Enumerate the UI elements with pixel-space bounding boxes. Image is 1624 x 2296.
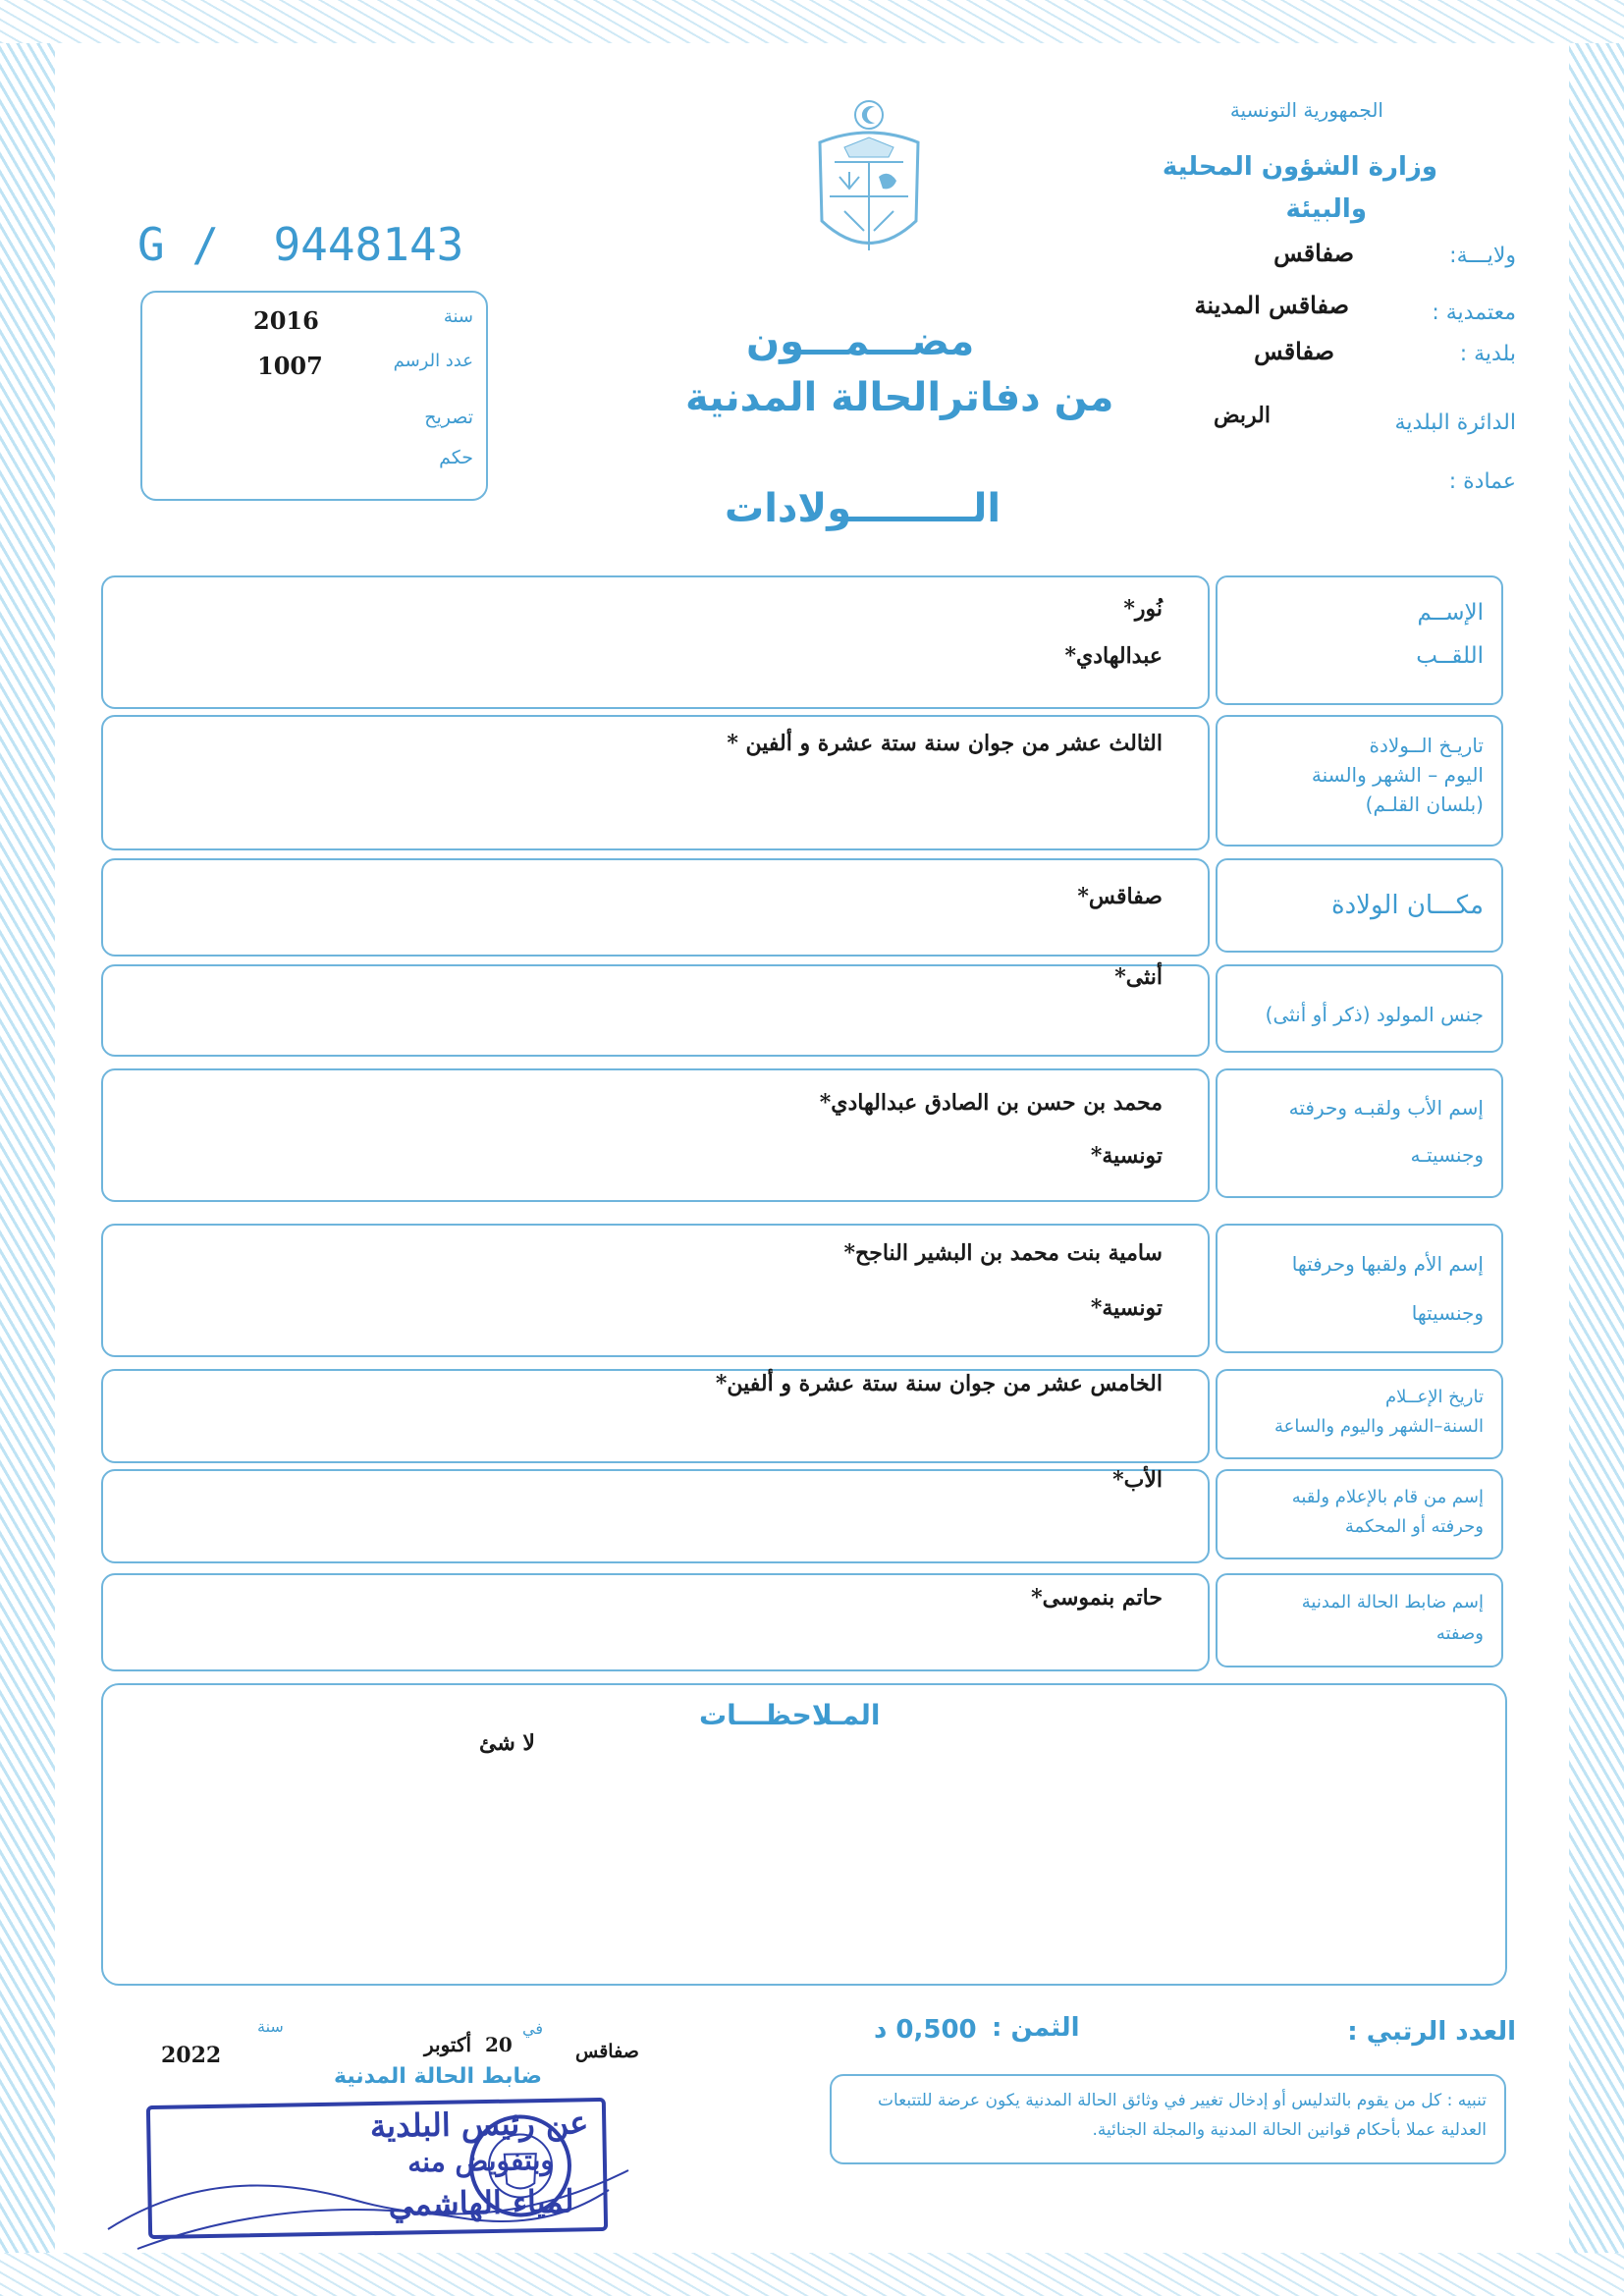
field-label: إسم الأم ولقبها وحرفتها وجنسيتها bbox=[1216, 1224, 1503, 1353]
field-value: الخامس عشر من جوان سنة ستة عشرة و ألفين* bbox=[715, 1371, 1163, 1396]
field-value: أنثى* bbox=[1114, 964, 1163, 990]
field-value: سامية بنت محمد بن البشير الناجح* تونسية* bbox=[843, 1240, 1163, 1321]
stamp-line3: لمياء الهاشمي bbox=[388, 2182, 574, 2223]
municipality-label: بلدية : bbox=[1459, 342, 1516, 366]
field-label: إسم من قام بالإعلام ولقبه وحرفته أو المحكمة bbox=[1216, 1469, 1503, 1559]
year-label-footer: سنة bbox=[257, 2017, 284, 2036]
district-label: الدائرة البلدية bbox=[1394, 410, 1516, 435]
district-value: الربض bbox=[1213, 403, 1271, 428]
field-value: الثالث عشر من جوان سنة ستة عشرة و ألفين * bbox=[727, 731, 1163, 756]
field-value: حاتم بنموسى* bbox=[1031, 1585, 1163, 1611]
delegation-value: صفاقس المدينة bbox=[1194, 291, 1349, 319]
republic-label: الجمهورية التونسية bbox=[1229, 98, 1383, 122]
wilaya-label: ولايـــة: bbox=[1449, 244, 1516, 268]
field-value: الأب* bbox=[1112, 1467, 1163, 1493]
municipality-value: صفاقس bbox=[1254, 337, 1334, 365]
in-label: في bbox=[522, 2019, 543, 2038]
section-title: الـــــــــولادات bbox=[725, 486, 1001, 531]
field-label: إسم ضابط الحالة المدنية وصفته bbox=[1216, 1573, 1503, 1667]
decorative-border-right bbox=[1569, 0, 1624, 2296]
issue-year: 2022 bbox=[161, 2043, 222, 2068]
field-value: نُور* عبدالهادي* bbox=[1064, 596, 1163, 669]
year-label: سنة bbox=[443, 306, 473, 327]
field-value: صفاقس* bbox=[1077, 884, 1163, 909]
field-label: مكـــان الولادة bbox=[1216, 858, 1503, 953]
field-label: تاريخ الإعــلام السنة–الشهر واليوم والساعة bbox=[1216, 1369, 1503, 1459]
decorative-border-left bbox=[0, 0, 55, 2296]
delegation-label: معتمدية : bbox=[1432, 301, 1516, 325]
issue-month: أكتوبر bbox=[424, 2033, 472, 2056]
field-value: محمد بن حسن بن الصادق عبدالهادي* تونسية* bbox=[819, 1090, 1163, 1169]
remarks-title: المـلاحظـــات bbox=[699, 1699, 881, 1731]
serial-number-label: العدد الرتبي : bbox=[1347, 2017, 1516, 2047]
issue-day: 20 bbox=[485, 2033, 513, 2056]
remarks-value: لا شئ bbox=[479, 1730, 535, 1756]
stamp-line1: عن رئيس البلدية bbox=[369, 2104, 589, 2146]
field-label: الإســم اللقــب bbox=[1216, 575, 1503, 705]
decorative-border-bottom bbox=[0, 2253, 1624, 2296]
officer-label: ضابط الحالة المدنية bbox=[334, 2064, 543, 2089]
coat-of-arms-icon bbox=[810, 93, 928, 275]
field-label: جنس المولود (ذكر أو أنثى) bbox=[1216, 964, 1503, 1053]
ministry-line1: وزارة الشؤون المحلية bbox=[1162, 152, 1437, 182]
document-title: مضـــمـــون bbox=[746, 319, 975, 364]
wilaya-value: صفاقس bbox=[1273, 239, 1354, 267]
register-number-label: عدد الرسم bbox=[393, 351, 473, 371]
register-number-value: 1007 bbox=[257, 352, 323, 380]
document-serial: G / 9448143 bbox=[137, 218, 464, 271]
price-label: الثمن : bbox=[992, 2013, 1080, 2043]
price-value: 0,500 د bbox=[874, 2015, 977, 2045]
document-subtitle: من دفاترالحالة المدنية bbox=[685, 375, 1114, 420]
field-label: تاريـخ الــولادة اليوم – الشهر والسنة (بلسان القلـم) bbox=[1216, 715, 1503, 847]
field-label: إسم الأب ولقبـه وحرفته وجنسيتـه bbox=[1216, 1068, 1503, 1198]
signature-scribble bbox=[98, 2131, 648, 2259]
decorative-border-top bbox=[0, 0, 1624, 43]
year-value: 2016 bbox=[253, 306, 319, 335]
issue-place: صفاقس bbox=[575, 2041, 639, 2062]
judgment-label: حكم bbox=[439, 447, 473, 468]
warning-text: تنبيه : كل من يقوم بالتدليس أو إدخال تغيير في وثائق الحالة المدنية يكون عرضة للتتبعات العدلية عملا بأحكام قوانين الحالة المدنية والمجلة الجنائية. bbox=[878, 2091, 1487, 2140]
ministry-line2: والبيئة bbox=[1285, 194, 1367, 224]
declaration-label: تصريح bbox=[424, 407, 473, 428]
omda-label: عمادة : bbox=[1448, 469, 1516, 494]
stamp-line2: وبتفويض منه bbox=[406, 2143, 555, 2179]
